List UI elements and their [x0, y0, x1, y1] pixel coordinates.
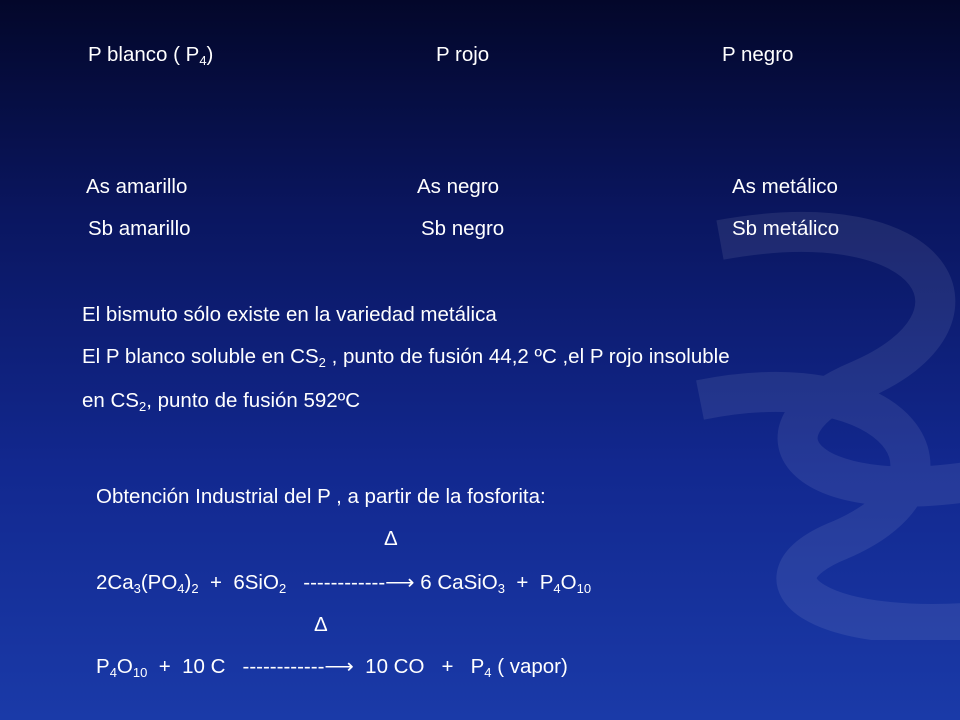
allotrope-p-red: P rojo	[436, 43, 490, 66]
allotrope-as-yellow: As amarillo	[86, 175, 188, 198]
delta-symbol-2: Δ	[314, 613, 328, 636]
production-heading: Obtención Industrial del P , a partir de la fosforita:	[96, 485, 546, 508]
delta-symbol-1: Δ	[384, 527, 398, 550]
allotrope-as-metallic: As metálico	[732, 175, 838, 198]
note-solubility-line2: en $CS_2$, punto de fusión 592ºC	[82, 389, 360, 414]
note-solubility-line1: El P blanco soluble en $CS_2$ , punto de fusión 44,2 ºC ,el P rojo insoluble	[82, 345, 730, 370]
allotrope-p-black: P negro	[722, 43, 794, 66]
allotrope-sb-black: Sb negro	[421, 217, 505, 240]
background-swirl-decoration	[680, 180, 960, 640]
equation-2: $P_4O_{10} + 10$ C ------------⟶ 10 CO + $P_4$ ( vapor)	[96, 655, 568, 680]
allotrope-p-white: P blanco ( $P_4$)	[88, 43, 214, 68]
allotrope-sb-metallic: Sb metálico	[732, 217, 840, 240]
note-bismuth: El bismuto sólo existe en la variedad metálica	[82, 303, 497, 326]
allotrope-as-black: As negro	[417, 175, 500, 198]
allotrope-sb-yellow: Sb amarillo	[88, 217, 191, 240]
equation-1: $2Ca_3(PO_4)_2 + 6SiO_2$ ------------⟶ 6 CaSiO$_3$ + $P_4O_{10}$	[96, 571, 592, 596]
